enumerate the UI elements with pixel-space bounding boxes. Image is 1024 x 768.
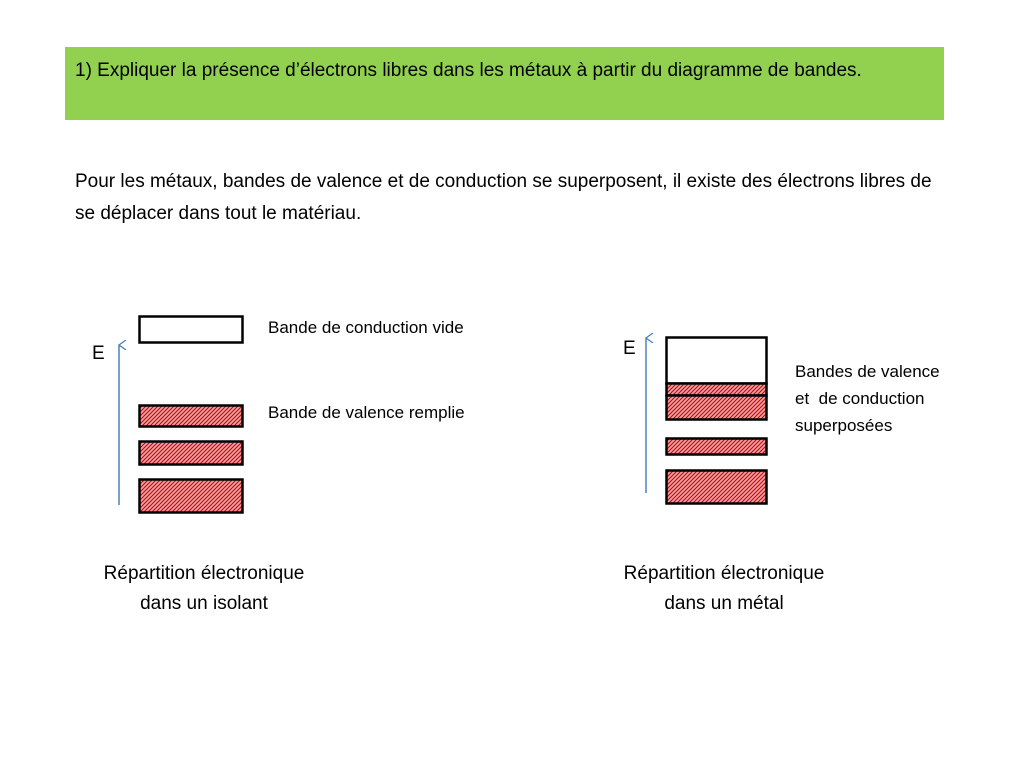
conduction-band-empty-part-right xyxy=(667,338,767,384)
answer-text: Pour les métaux, bandes de valence et de conduction se superposent, il existe des électrons libres de se déplacer dans tout le matériau. xyxy=(75,171,932,224)
filled-band-bottom-right xyxy=(667,471,767,504)
overlap-label-line1: Bandes de valence xyxy=(795,362,940,381)
filled-band-bottom-left xyxy=(140,480,243,513)
conduction-band-empty-left xyxy=(140,317,243,343)
energy-label-right: E xyxy=(623,338,636,359)
caption-isolant-line2: dans un isolant xyxy=(140,593,268,614)
filled-band-middle-left xyxy=(140,442,243,465)
valence-band-label: Bande de valence remplie xyxy=(268,403,465,422)
overlap-band-hatched-right xyxy=(667,384,767,396)
filled-band-middle-right xyxy=(667,439,767,455)
overlap-bands-label xyxy=(795,358,995,439)
caption-metal-line1: Répartition électronique xyxy=(623,563,825,584)
valence-band-filled-left xyxy=(140,406,243,427)
caption-isolant-line1: Répartition électronique xyxy=(103,563,305,584)
conduction-band-label: Bande de conduction vide xyxy=(268,318,464,337)
caption-metal-line2: dans un métal xyxy=(664,593,784,614)
energy-label-left: E xyxy=(92,343,105,364)
question-text: 1) Expliquer la présence d’électrons libres dans les métaux à partir du diagramme de bandes. xyxy=(75,60,862,81)
overlap-label-line3: superposées xyxy=(795,416,893,435)
valence-band-filled-right xyxy=(667,396,767,420)
overlap-label-line2: et de conduction xyxy=(795,389,925,408)
caption-isolant xyxy=(54,559,354,619)
caption-metal xyxy=(574,559,874,619)
